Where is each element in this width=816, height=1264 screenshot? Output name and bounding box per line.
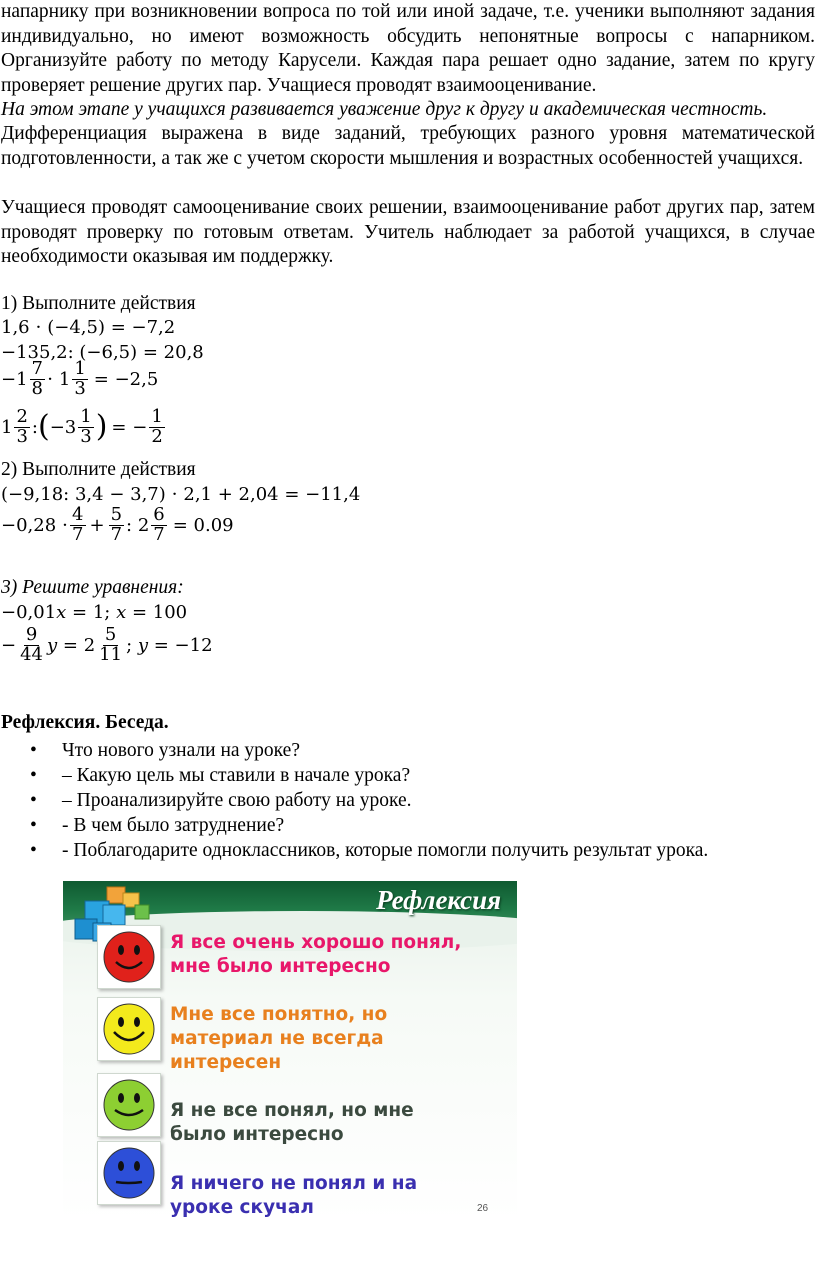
task1-title: 1) Выполните действия bbox=[1, 293, 196, 314]
slide-title: Рефлексия bbox=[376, 885, 501, 915]
bullet-icon: • bbox=[30, 740, 37, 761]
blue-smiley-icon bbox=[102, 1146, 156, 1200]
reflection-level-4: Я ничего не понял и на уроке скучал bbox=[170, 1173, 418, 1218]
face-frame bbox=[97, 925, 161, 989]
task3-title: 3) Решите уравнения: bbox=[1, 577, 184, 598]
bullet-icon: • bbox=[30, 840, 37, 861]
red-smiley-icon bbox=[102, 930, 156, 984]
face-frame bbox=[97, 1073, 161, 1137]
reflection-level-3: Я не все понял, но мне было интересно bbox=[170, 1100, 414, 1145]
yellow-smiley-icon bbox=[102, 1002, 156, 1056]
face-frame bbox=[97, 1141, 161, 1205]
bullet-icon: • bbox=[30, 765, 37, 786]
list-item: • – Какую цель мы ставили в начале урока? bbox=[30, 765, 411, 786]
task1-equation-2: −135,2: (−6,5) = 20,8 bbox=[1, 342, 204, 363]
reflection-slide bbox=[63, 881, 517, 1221]
task2-title: 2) Выполните действия bbox=[1, 459, 196, 480]
task2-equation-1: (−9,18: 3,4 − 3,7) ⋅ 2,1 + 2,04 = −11,4 bbox=[1, 484, 361, 505]
list-item: • - В чем было затруднение? bbox=[30, 815, 285, 836]
page-number: 26 bbox=[477, 1203, 489, 1214]
bullet-icon: • bbox=[30, 790, 37, 811]
reflection-level-1: Я все очень хорошо понял, мне было интересно bbox=[170, 932, 462, 977]
intro-paragraph-4: Учащиеся проводят самооценивание своих решении, взаимооценивание работ других пар, затем проводят проверку по готовым ответам. Учитель наблюдает за работой учащихся, в случае необходимости оказывая им поддержку. bbox=[1, 197, 815, 267]
intro-paragraph-3: Дифференциация выражена в виде заданий, требующих разного уровня математической подготовленности, а так же с учетом скорости мышления и возрастных особенностей учащихся. bbox=[1, 123, 815, 169]
face-frame bbox=[97, 997, 161, 1061]
reflection-heading: Рефлексия. Беседа. bbox=[1, 712, 169, 733]
intro-paragraph-1: напарнику при возникновении вопроса по той или иной задаче, т.е. ученики выполняют задания индивидуально, но имеют возможность обсудить непонятные вопросы с напарником. Организуйте работу по методу Карусели. Каждая пара решает одно задание, затем по кругу проверяет решение других пар. Учащиеся проводят взаимооценивание. bbox=[1, 1, 815, 96]
task1-equation-4: 1 $\frac{2}{3}$ : ( −3 $\frac{1}{3}$ ) = − $\frac{1}{2}$ bbox=[1, 406, 163, 447]
intro-paragraph-2: На этом этапе у учащихся развивается уважение друг к другу и академическая честность. bbox=[1, 99, 768, 120]
task2-equation-2: −0,28 ⋅ $\frac{4}{7}$ + $\frac{5}{7}$ : 2 $\frac{6}{7}$ = 0.09 bbox=[1, 504, 234, 545]
task1-equation-3: −1 $\frac{7}{8}$ ⋅ 1 $\frac{1}{3}$ = −2,5 bbox=[1, 358, 159, 399]
bullet-icon: • bbox=[30, 815, 37, 836]
task1-equation-1: 1,6 ⋅ (−4,5) = −7,2 bbox=[1, 317, 176, 338]
reflection-question-list bbox=[30, 738, 708, 863]
list-item: • Что нового узнали на уроке? bbox=[30, 740, 300, 761]
list-item: • – Проанализируйте свою работу на уроке. bbox=[30, 790, 412, 811]
green-smiley-icon bbox=[102, 1078, 156, 1132]
reflection-level-2: Мне все понятно, но материал не всегда интересен bbox=[170, 1004, 388, 1073]
task3-equation-2: − $\frac{9}{44}$ 𝑦 = 2 $\frac{5}{11}$ ; 𝑦 = −12 bbox=[1, 624, 213, 665]
task3-equation-1: −0,01𝑥 = 1; 𝑥 = 100 bbox=[1, 602, 188, 623]
list-item: • - Поблагодарите одноклассников, которые помогли получить результат урока. bbox=[30, 840, 709, 861]
